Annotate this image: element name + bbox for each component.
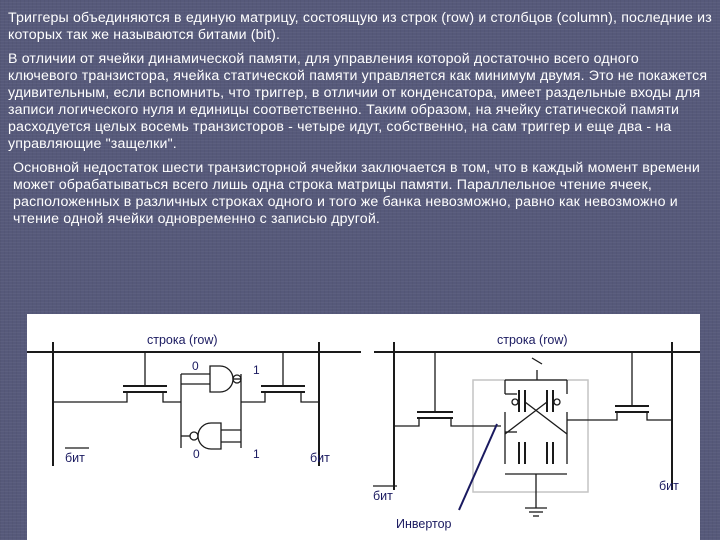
bit-label-left: бит [310, 451, 330, 465]
row-label-left: строка (row) [147, 333, 218, 347]
paragraph-drawback: Основной недостаток шести транзисторной ячейки заключается в том, что в каждый момент времени может обрабатываться всего лишь одна строка матрицы памяти. Параллельное чтение ячеек, расположенных в различных строках одного и того же банка невозможно, равно как невозможно и чтение одной ячейки одновременно с записью другой. [13, 160, 700, 227]
bit-bar-label-right: бит [373, 489, 393, 503]
inverter-pointer [459, 424, 497, 510]
slide-text [8, 10, 712, 235]
transistor-cell-schematic [373, 333, 700, 531]
gate-top-output-label: 1 [253, 363, 260, 377]
gate-bottom-output-label: 1 [253, 447, 260, 461]
inverter-box [473, 380, 588, 492]
bit-label-right: бит [659, 479, 679, 493]
gate-bottom-input-label: 0 [193, 447, 200, 461]
bit-bar-label-left: бит [65, 451, 85, 465]
paragraph-static-memory: В отличии от ячейки динамической памяти, для управления которой достаточно всего одного ключевого транзистора, ячейка статической памяти управляется как минимум двумя. Это не покажется удивительным, если вспомнить, что триггер, в отличии от конденсатора, имеет раздельные входы для записи логического нуля и единицы соответственно. Таким образом, на ячейку статической памяти расходуется целых восемь транзисторов - четыре идут, собственно, на сам триггер и еще два - на управляющие "защелки". [8, 51, 708, 152]
inverter-label: Инвертор [396, 517, 452, 531]
gate-top-input-label: 0 [192, 359, 199, 373]
paragraph-matrix: Триггеры объединяются в единую матрицу, состоящую из строк (row) и столбцов (column), последние из которых так же называются битами (bit). [8, 10, 712, 43]
row-label-right: строка (row) [497, 333, 568, 347]
sram-cell-diagram [27, 314, 700, 540]
logic-gate-cell-schematic [27, 333, 361, 466]
